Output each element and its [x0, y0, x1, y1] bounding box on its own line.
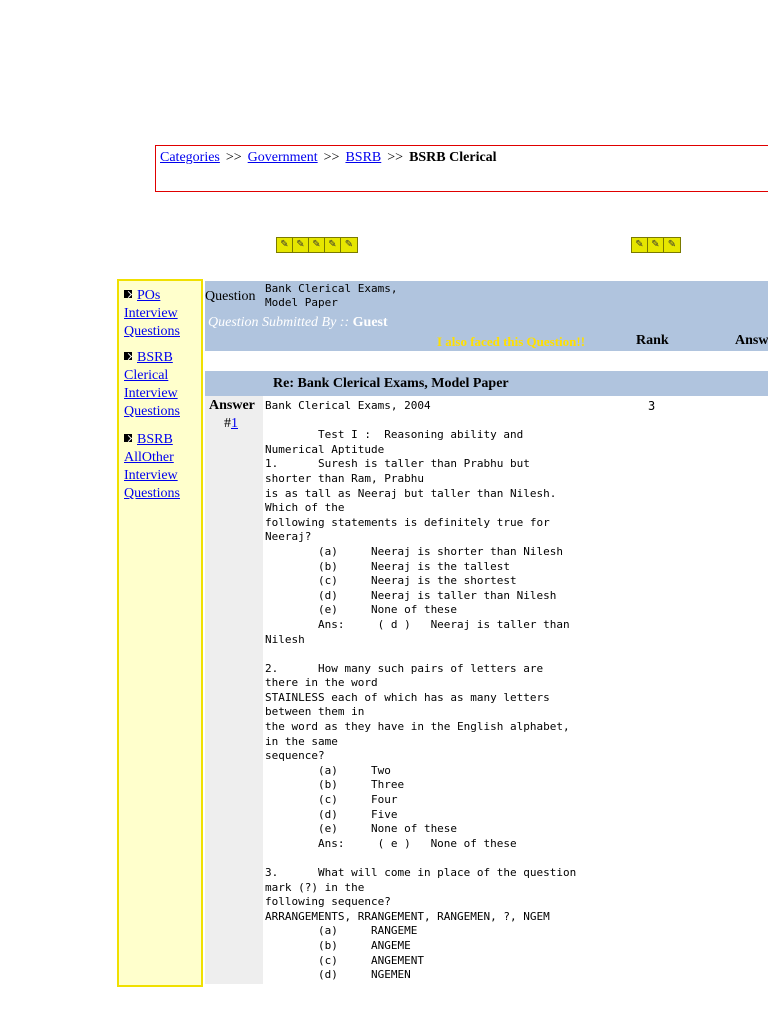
sidebar-item-pos[interactable] [124, 287, 202, 341]
rank-header: Rank [636, 333, 669, 348]
rating-pencil-icon[interactable]: ✎ [664, 238, 680, 252]
answer-text: Bank Clerical Exams, 2004 Test I : Reasoning ability and Numerical Aptitude 1. Suresh is taller than Prabhu but shorter than Ram, Prabhu is as tall as Neeraj but taller than Nilesh. Which of the following statements is definitely true for Neeraj? (a) Neeraj is shorter than Nilesh (b) Neeraj is the tallest (c) Neeraj is the shortest (d) Neeraj is taller than Nilesh (e) None of these Ans: ( d ) Neeraj is taller than Nilesh 2. How many such pairs of letters are there in the word STAINLESS each of which has as many letters between them in the word as they have in the English alphabet, in the same sequence? (a) Two (b) Three (c) Four (d) Five (e) None of these Ans: ( e ) None of these 3. What will come in place of the question mark (?) in the following sequence? ARRANGEMENTS, RRANGEMENT, RANGEMEN, ?, NGEM (a) RANGEME (b) ANGEME (c) ANGEMENT (d) NGEMEN [265, 399, 577, 982]
question-rating-icons[interactable] [276, 237, 358, 253]
sidebar-link-bsrb-clerical[interactable]: BSRB Clerical Interview Questions [124, 350, 180, 419]
answer-rating-icons[interactable] [631, 237, 681, 253]
reply-title: Re: Bank Clerical Exams, Model Paper [273, 376, 509, 391]
breadcrumb-bsrb-link[interactable]: BSRB [345, 150, 382, 165]
rating-pencil-icon[interactable]: ✎ [341, 238, 357, 252]
breadcrumb-box [155, 145, 768, 192]
submitted-by-label: Question Submitted By :: [208, 315, 350, 330]
breadcrumb-categories-link[interactable]: Categories [160, 150, 220, 165]
answer-header: Answ [735, 333, 768, 348]
answer-gutter [205, 396, 263, 984]
sidebar [117, 279, 203, 987]
question-text: Bank Clerical Exams, Model Paper [265, 282, 398, 309]
breadcrumb-separator: >> [387, 150, 404, 165]
sidebar-link-pos[interactable]: POs Interview Questions [124, 288, 180, 339]
rating-pencil-icon[interactable]: ✎ [277, 238, 293, 252]
sidebar-item-bsrb-allother[interactable] [124, 431, 202, 503]
breadcrumb-separator: >> [323, 150, 340, 165]
arrow-bullet-icon [124, 434, 132, 442]
answer-label: Answer [209, 398, 255, 413]
arrow-bullet-icon [124, 290, 132, 298]
rating-pencil-icon[interactable]: ✎ [293, 238, 309, 252]
answer-number [224, 416, 238, 432]
question-label: Question [205, 289, 256, 304]
sidebar-link-bsrb-allother[interactable]: BSRB AllOther Interview Questions [124, 432, 180, 501]
rating-pencil-icon[interactable]: ✎ [632, 238, 648, 252]
arrow-bullet-icon [124, 352, 132, 360]
breadcrumb-current: BSRB Clerical [409, 150, 497, 165]
breadcrumb-government-link[interactable]: Government [247, 150, 318, 165]
rating-pencil-icon[interactable]: ✎ [325, 238, 341, 252]
submitted-by [208, 315, 388, 331]
rating-pencil-icon[interactable]: ✎ [648, 238, 664, 252]
answer-number-link[interactable]: 1 [231, 416, 238, 431]
submitter-name: Guest [352, 315, 388, 330]
faced-question-link[interactable]: I also faced this Question!! [437, 334, 586, 349]
answer-hash: # [224, 416, 231, 431]
breadcrumb-separator: >> [225, 150, 242, 165]
rank-value: 3 [648, 399, 656, 413]
breadcrumb [160, 150, 497, 166]
rating-pencil-icon[interactable]: ✎ [309, 238, 325, 252]
sidebar-item-bsrb-clerical[interactable] [124, 349, 202, 421]
